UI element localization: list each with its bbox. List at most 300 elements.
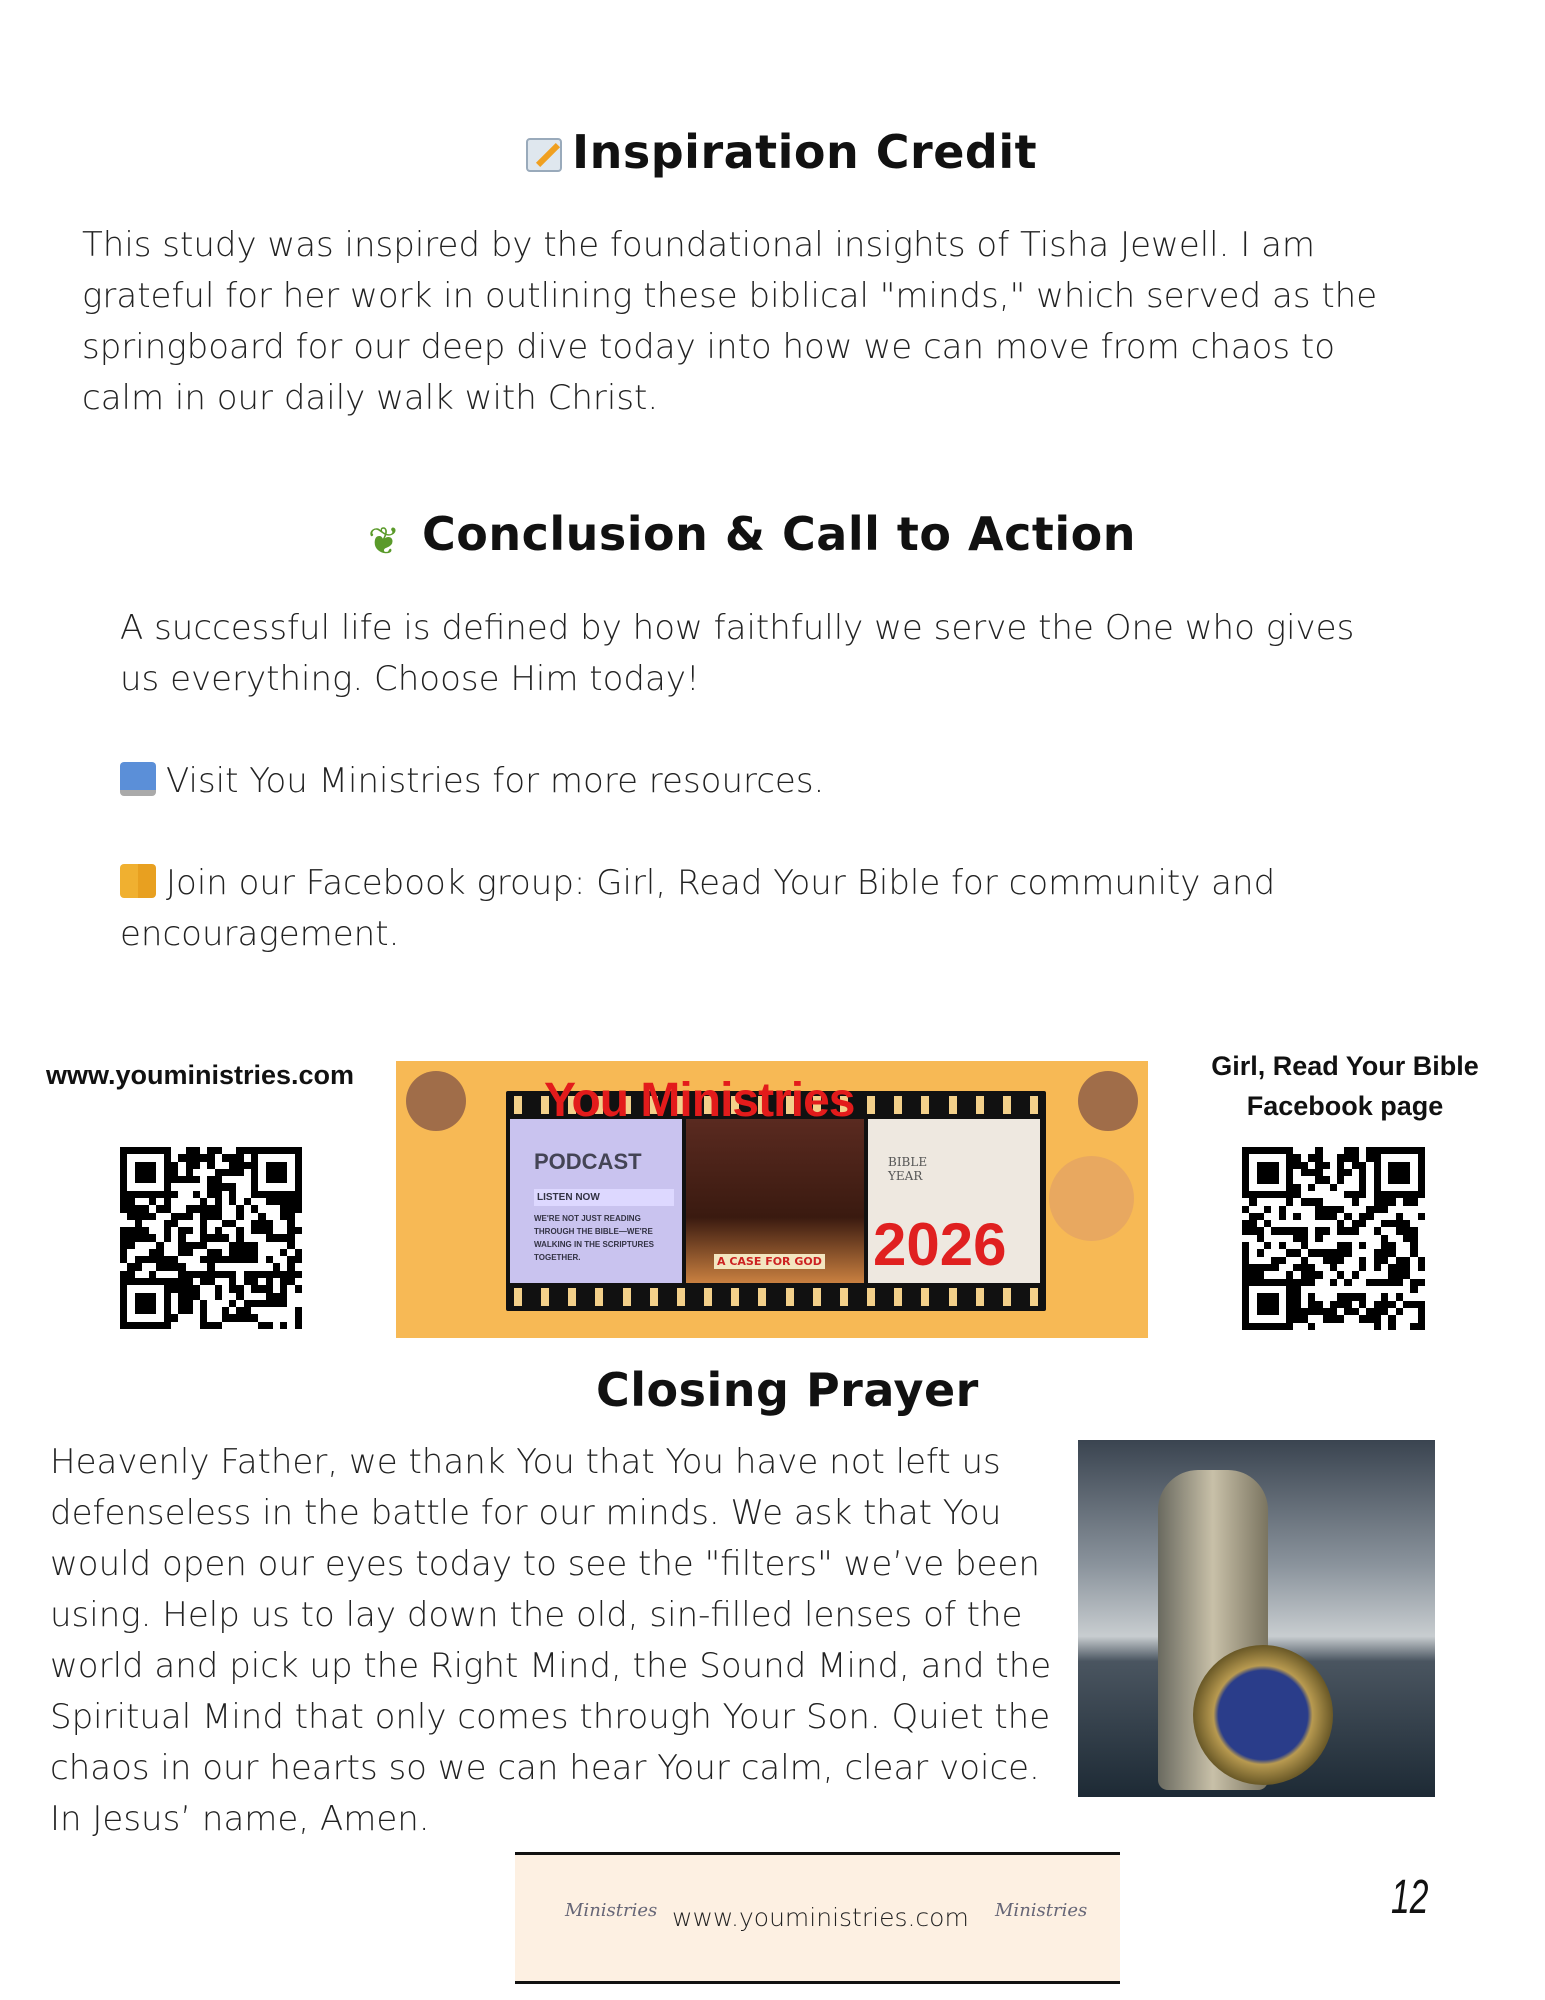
qr-module bbox=[1264, 1154, 1271, 1161]
qr-module bbox=[266, 1154, 273, 1161]
qr-module bbox=[1242, 1206, 1249, 1213]
qr-module bbox=[200, 1278, 207, 1285]
qr-module bbox=[1264, 1191, 1271, 1198]
qr-module bbox=[1323, 1315, 1330, 1322]
qr-module bbox=[200, 1300, 207, 1307]
qr-module bbox=[127, 1147, 134, 1154]
qr-module bbox=[222, 1169, 229, 1176]
qr-module bbox=[1403, 1315, 1410, 1322]
qr-module bbox=[207, 1227, 214, 1234]
qr-module bbox=[127, 1198, 134, 1205]
qr-module bbox=[1359, 1162, 1366, 1169]
qr-module bbox=[1410, 1257, 1417, 1264]
qr-module bbox=[1366, 1191, 1373, 1198]
qr-module bbox=[149, 1314, 156, 1321]
qr-module bbox=[1374, 1235, 1381, 1242]
qr-module bbox=[1323, 1249, 1330, 1256]
qr-module bbox=[200, 1147, 207, 1154]
qr-module bbox=[258, 1322, 265, 1329]
qr-module bbox=[258, 1169, 265, 1176]
qr-module bbox=[1330, 1206, 1337, 1213]
qr-module bbox=[251, 1314, 258, 1321]
qr-module bbox=[1293, 1323, 1300, 1330]
qr-module bbox=[1301, 1271, 1308, 1278]
qr-module bbox=[186, 1191, 193, 1198]
qr-module bbox=[1374, 1191, 1381, 1198]
qr-module bbox=[1286, 1235, 1293, 1242]
qr-module bbox=[1293, 1249, 1300, 1256]
qr-module bbox=[193, 1307, 200, 1314]
qr-module bbox=[178, 1198, 185, 1205]
qr-module bbox=[1381, 1279, 1388, 1286]
qr-module bbox=[171, 1162, 178, 1169]
qr-module bbox=[1271, 1315, 1278, 1322]
qr-module bbox=[1330, 1176, 1337, 1183]
qr-module bbox=[142, 1234, 149, 1241]
qr-module bbox=[1381, 1242, 1388, 1249]
qr-module bbox=[1271, 1213, 1278, 1220]
qr-module bbox=[1418, 1227, 1425, 1234]
inspiration-heading: Inspiration Credit bbox=[526, 125, 1037, 179]
qr-module bbox=[258, 1183, 265, 1190]
qr-module bbox=[207, 1220, 214, 1227]
qr-module bbox=[1330, 1249, 1337, 1256]
qr-module bbox=[1271, 1235, 1278, 1242]
qr-module bbox=[280, 1293, 287, 1300]
qr-module bbox=[1418, 1206, 1425, 1213]
qr-module bbox=[127, 1205, 134, 1212]
qr-module bbox=[251, 1213, 258, 1220]
qr-module bbox=[222, 1191, 229, 1198]
qr-module bbox=[1323, 1271, 1330, 1278]
qr-module bbox=[1286, 1154, 1293, 1161]
qr-module bbox=[280, 1183, 287, 1190]
qr-module bbox=[156, 1322, 163, 1329]
qr-module bbox=[1301, 1242, 1308, 1249]
qr-module bbox=[1396, 1220, 1403, 1227]
qr-module bbox=[1308, 1154, 1315, 1161]
year-text: 2026 bbox=[873, 1211, 1007, 1278]
qr-module bbox=[1286, 1286, 1293, 1293]
qr-module bbox=[1418, 1162, 1425, 1169]
qr-module bbox=[156, 1220, 163, 1227]
qr-module bbox=[142, 1307, 149, 1314]
qr-module bbox=[1264, 1308, 1271, 1315]
qr-module bbox=[1418, 1235, 1425, 1242]
qr-module bbox=[1279, 1206, 1286, 1213]
qr-module bbox=[244, 1213, 251, 1220]
qr-module bbox=[251, 1176, 258, 1183]
qr-module bbox=[222, 1263, 229, 1270]
qr-module bbox=[156, 1285, 163, 1292]
qr-module bbox=[127, 1249, 134, 1256]
qr-module bbox=[1410, 1293, 1417, 1300]
qr-module bbox=[178, 1271, 185, 1278]
qr-module bbox=[1396, 1249, 1403, 1256]
qr-module bbox=[1359, 1242, 1366, 1249]
qr-module bbox=[1381, 1198, 1388, 1205]
qr-module bbox=[135, 1234, 142, 1241]
qr-module bbox=[193, 1227, 200, 1234]
qr-module bbox=[1301, 1198, 1308, 1205]
qr-module bbox=[1388, 1198, 1395, 1205]
qr-module bbox=[1249, 1257, 1256, 1264]
qr-module bbox=[149, 1147, 156, 1154]
qr-module bbox=[156, 1234, 163, 1241]
qr-module bbox=[1418, 1154, 1425, 1161]
qr-module bbox=[142, 1191, 149, 1198]
qr-module bbox=[127, 1234, 134, 1241]
qr-module bbox=[171, 1176, 178, 1183]
qr-module bbox=[287, 1154, 294, 1161]
qr-module bbox=[215, 1293, 222, 1300]
qr-module bbox=[1337, 1315, 1344, 1322]
qr-module bbox=[127, 1183, 134, 1190]
qr-module bbox=[1403, 1293, 1410, 1300]
qr-module bbox=[1418, 1315, 1425, 1322]
qr-module bbox=[1344, 1176, 1351, 1183]
qr-module bbox=[1366, 1169, 1373, 1176]
case-for-god-panel bbox=[686, 1119, 864, 1283]
qr-module bbox=[222, 1314, 229, 1321]
qr-module bbox=[1396, 1191, 1403, 1198]
footer-url[interactable]: www.youministries.com bbox=[672, 1903, 969, 1932]
qr-module bbox=[273, 1169, 280, 1176]
qr-module bbox=[1352, 1198, 1359, 1205]
qr-module bbox=[222, 1293, 229, 1300]
qr-module bbox=[273, 1198, 280, 1205]
qr-module bbox=[1366, 1176, 1373, 1183]
qr-module bbox=[1293, 1184, 1300, 1191]
qr-module bbox=[244, 1176, 251, 1183]
qr-module bbox=[1388, 1242, 1395, 1249]
qr-module bbox=[178, 1263, 185, 1270]
podcast-text: WE'RE NOT JUST READING THROUGH THE BIBLE—WE'RE WALKING IN THE SCRIPTURES TOGETHER. bbox=[534, 1214, 655, 1262]
qr-module bbox=[1264, 1315, 1271, 1322]
qr-module bbox=[287, 1147, 294, 1154]
qr-module bbox=[186, 1278, 193, 1285]
qr-module bbox=[178, 1293, 185, 1300]
qr-module bbox=[156, 1256, 163, 1263]
qr-module bbox=[127, 1162, 134, 1169]
qr-module bbox=[207, 1307, 214, 1314]
qr-module bbox=[200, 1307, 207, 1314]
qr-module bbox=[251, 1285, 258, 1292]
qr-module bbox=[135, 1263, 142, 1270]
qr-module bbox=[266, 1300, 273, 1307]
qr-module bbox=[215, 1154, 222, 1161]
qr-module bbox=[1257, 1249, 1264, 1256]
qr-module bbox=[1301, 1227, 1308, 1234]
website-qr-code[interactable] bbox=[120, 1147, 302, 1329]
qr-module bbox=[1359, 1147, 1366, 1154]
qr-module bbox=[287, 1198, 294, 1205]
qr-module bbox=[1344, 1264, 1351, 1271]
qr-module bbox=[1286, 1315, 1293, 1322]
qr-module bbox=[229, 1314, 236, 1321]
qr-module bbox=[273, 1278, 280, 1285]
qr-module bbox=[186, 1293, 193, 1300]
qr-module bbox=[1279, 1293, 1286, 1300]
qr-module bbox=[135, 1169, 142, 1176]
qr-module bbox=[1286, 1323, 1293, 1330]
qr-module bbox=[280, 1263, 287, 1270]
qr-module bbox=[1242, 1147, 1249, 1154]
qr-module bbox=[1403, 1198, 1410, 1205]
qr-module bbox=[171, 1147, 178, 1154]
qr-module bbox=[222, 1176, 229, 1183]
qr-module bbox=[135, 1314, 142, 1321]
qr-module bbox=[1344, 1154, 1351, 1161]
qr-module bbox=[164, 1293, 171, 1300]
qr-module bbox=[1242, 1198, 1249, 1205]
qr-module bbox=[236, 1183, 243, 1190]
qr-module bbox=[164, 1169, 171, 1176]
qr-module bbox=[207, 1234, 214, 1241]
qr-module bbox=[1308, 1249, 1315, 1256]
you-ministries-banner[interactable] bbox=[396, 1061, 1148, 1338]
qr-module bbox=[1359, 1184, 1366, 1191]
qr-module bbox=[1410, 1191, 1417, 1198]
qr-module bbox=[215, 1314, 222, 1321]
qr-module bbox=[1359, 1235, 1366, 1242]
qr-module bbox=[1264, 1213, 1271, 1220]
qr-module bbox=[120, 1307, 127, 1314]
qr-module bbox=[1249, 1184, 1256, 1191]
qr-module bbox=[1374, 1220, 1381, 1227]
qr-module bbox=[135, 1162, 142, 1169]
qr-module bbox=[1249, 1169, 1256, 1176]
qr-module bbox=[1366, 1257, 1373, 1264]
qr-module bbox=[273, 1213, 280, 1220]
qr-module bbox=[1308, 1169, 1315, 1176]
qr-module bbox=[1330, 1301, 1337, 1308]
qr-module bbox=[215, 1176, 222, 1183]
qr-module bbox=[280, 1227, 287, 1234]
qr-module bbox=[1330, 1154, 1337, 1161]
visit-link[interactable]: Visit You Ministries for more resources. bbox=[166, 761, 825, 801]
qr-module bbox=[244, 1169, 251, 1176]
qr-module bbox=[1293, 1293, 1300, 1300]
qr-module bbox=[178, 1234, 185, 1241]
qr-module bbox=[171, 1183, 178, 1190]
qr-module bbox=[229, 1169, 236, 1176]
qr-module bbox=[193, 1314, 200, 1321]
qr-module bbox=[236, 1314, 243, 1321]
qr-module bbox=[1242, 1323, 1249, 1330]
qr-module bbox=[193, 1213, 200, 1220]
qr-module bbox=[156, 1263, 163, 1270]
qr-module bbox=[1337, 1191, 1344, 1198]
qr-module bbox=[229, 1249, 236, 1256]
qr-module bbox=[1323, 1227, 1330, 1234]
qr-module bbox=[287, 1256, 294, 1263]
qr-module bbox=[1323, 1162, 1330, 1169]
qr-module bbox=[229, 1162, 236, 1169]
qr-module bbox=[1381, 1308, 1388, 1315]
qr-module bbox=[135, 1322, 142, 1329]
qr-module bbox=[1323, 1301, 1330, 1308]
qr-module bbox=[1381, 1184, 1388, 1191]
qr-module bbox=[156, 1293, 163, 1300]
qr-module bbox=[1381, 1257, 1388, 1264]
qr-module bbox=[1396, 1315, 1403, 1322]
qr-module bbox=[186, 1227, 193, 1234]
qr-module bbox=[1374, 1271, 1381, 1278]
qr-module bbox=[236, 1293, 243, 1300]
qr-module bbox=[1301, 1286, 1308, 1293]
qr-module bbox=[1396, 1162, 1403, 1169]
qr-module bbox=[135, 1183, 142, 1190]
qr-module bbox=[135, 1271, 142, 1278]
qr-module bbox=[200, 1213, 207, 1220]
qr-module bbox=[1374, 1286, 1381, 1293]
qr-module bbox=[1352, 1264, 1359, 1271]
qr-module bbox=[1323, 1293, 1330, 1300]
qr-module bbox=[251, 1154, 258, 1161]
qr-module bbox=[1308, 1308, 1315, 1315]
qr-module bbox=[295, 1307, 302, 1314]
qr-module bbox=[164, 1234, 171, 1241]
qr-module bbox=[229, 1154, 236, 1161]
qr-module bbox=[266, 1191, 273, 1198]
qr-module bbox=[149, 1322, 156, 1329]
qr-module bbox=[1242, 1249, 1249, 1256]
qr-module bbox=[222, 1278, 229, 1285]
qr-module bbox=[1344, 1271, 1351, 1278]
qr-module bbox=[222, 1154, 229, 1161]
qr-module bbox=[1257, 1147, 1264, 1154]
qr-module bbox=[280, 1205, 287, 1212]
qr-module bbox=[1242, 1257, 1249, 1264]
qr-module bbox=[142, 1300, 149, 1307]
qr-module bbox=[178, 1154, 185, 1161]
qr-module bbox=[1344, 1286, 1351, 1293]
qr-module bbox=[1315, 1279, 1322, 1286]
qr-module bbox=[1293, 1301, 1300, 1308]
qr-module bbox=[1381, 1286, 1388, 1293]
case-title: A CASE FOR GOD bbox=[714, 1254, 825, 1269]
qr-module bbox=[258, 1249, 265, 1256]
qr-module bbox=[207, 1162, 214, 1169]
qr-module bbox=[1374, 1147, 1381, 1154]
qr-module bbox=[149, 1227, 156, 1234]
qr-module bbox=[1374, 1169, 1381, 1176]
qr-module bbox=[1388, 1213, 1395, 1220]
qr-module bbox=[207, 1293, 214, 1300]
qr-module bbox=[135, 1191, 142, 1198]
qr-module bbox=[127, 1213, 134, 1220]
qr-module bbox=[156, 1314, 163, 1321]
qr-module bbox=[207, 1198, 214, 1205]
qr-module bbox=[1330, 1279, 1337, 1286]
qr-module bbox=[273, 1293, 280, 1300]
qr-module bbox=[200, 1234, 207, 1241]
qr-module bbox=[178, 1307, 185, 1314]
qr-module bbox=[1410, 1169, 1417, 1176]
qr-module bbox=[295, 1154, 302, 1161]
qr-module bbox=[1418, 1264, 1425, 1271]
qr-module bbox=[287, 1314, 294, 1321]
qr-module bbox=[1301, 1301, 1308, 1308]
qr-module bbox=[127, 1220, 134, 1227]
qr-module bbox=[1271, 1257, 1278, 1264]
qr-module bbox=[1279, 1257, 1286, 1264]
qr-module bbox=[120, 1154, 127, 1161]
qr-module bbox=[1337, 1323, 1344, 1330]
qr-module bbox=[142, 1198, 149, 1205]
qr-module bbox=[127, 1300, 134, 1307]
qr-module bbox=[1315, 1257, 1322, 1264]
qr-module bbox=[1359, 1191, 1366, 1198]
qr-module bbox=[1264, 1227, 1271, 1234]
qr-module bbox=[1381, 1176, 1388, 1183]
qr-module bbox=[164, 1307, 171, 1314]
qr-module bbox=[1388, 1315, 1395, 1322]
website-label[interactable]: www.youministries.com bbox=[45, 1060, 355, 1090]
qr-module bbox=[266, 1162, 273, 1169]
qr-module bbox=[1249, 1249, 1256, 1256]
qr-module bbox=[1359, 1198, 1366, 1205]
qr-module bbox=[178, 1249, 185, 1256]
qr-module bbox=[1410, 1154, 1417, 1161]
qr-module bbox=[1249, 1154, 1256, 1161]
film-strip bbox=[506, 1074, 1046, 1311]
qr-module bbox=[1242, 1279, 1249, 1286]
qr-module bbox=[1257, 1315, 1264, 1322]
qr-module bbox=[1374, 1264, 1381, 1271]
qr-module bbox=[266, 1220, 273, 1227]
qr-module bbox=[1293, 1206, 1300, 1213]
qr-module bbox=[1344, 1257, 1351, 1264]
qr-module bbox=[280, 1220, 287, 1227]
qr-module bbox=[1410, 1235, 1417, 1242]
qr-module bbox=[1293, 1169, 1300, 1176]
qr-module bbox=[1337, 1293, 1344, 1300]
qr-module bbox=[273, 1242, 280, 1249]
conclusion-heading: ❦ Conclusion & Call to Action bbox=[368, 507, 1136, 563]
qr-module bbox=[1264, 1184, 1271, 1191]
qr-module bbox=[244, 1263, 251, 1270]
qr-module bbox=[1249, 1235, 1256, 1242]
qr-module bbox=[266, 1293, 273, 1300]
qr-module bbox=[244, 1322, 251, 1329]
qr-module bbox=[266, 1322, 273, 1329]
qr-module bbox=[251, 1205, 258, 1212]
facebook-label[interactable] bbox=[1160, 1046, 1530, 1126]
qr-module bbox=[1344, 1169, 1351, 1176]
facebook-qr-code[interactable] bbox=[1242, 1147, 1425, 1330]
qr-module bbox=[1359, 1154, 1366, 1161]
qr-module bbox=[207, 1154, 214, 1161]
qr-module bbox=[200, 1183, 207, 1190]
qr-module bbox=[1323, 1198, 1330, 1205]
qr-module bbox=[222, 1213, 229, 1220]
qr-module bbox=[149, 1278, 156, 1285]
qr-module bbox=[1257, 1154, 1264, 1161]
qr-module bbox=[1352, 1169, 1359, 1176]
qr-module bbox=[236, 1285, 243, 1292]
qr-module bbox=[186, 1234, 193, 1241]
qr-module bbox=[251, 1293, 258, 1300]
qr-module bbox=[171, 1169, 178, 1176]
qr-module bbox=[1381, 1264, 1388, 1271]
page-number: 12 bbox=[1391, 1871, 1429, 1924]
qr-module bbox=[266, 1242, 273, 1249]
qr-module bbox=[266, 1213, 273, 1220]
closing-prayer-heading: Closing Prayer bbox=[596, 1363, 979, 1417]
qr-module bbox=[149, 1154, 156, 1161]
